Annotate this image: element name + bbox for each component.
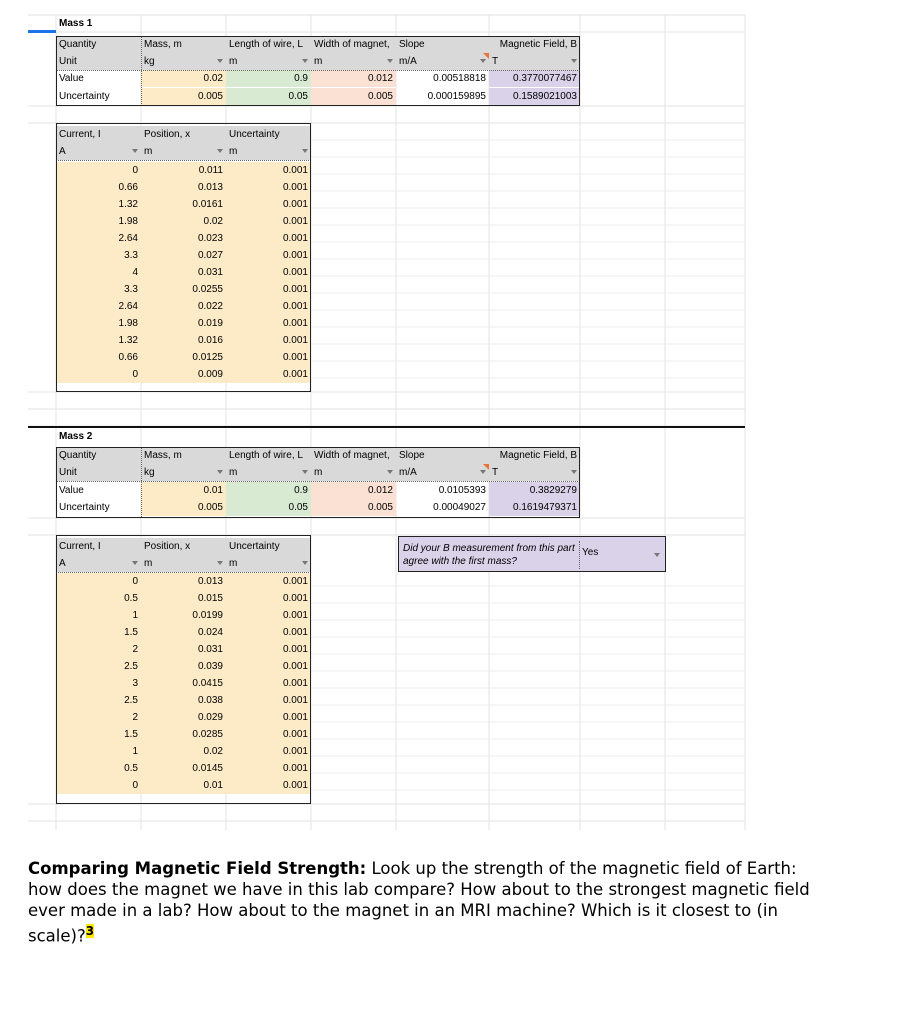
uncertainty-cell[interactable]: 0.001 bbox=[226, 281, 311, 298]
mass1-uncert-unit[interactable] bbox=[226, 143, 311, 160]
mass1-current-unit[interactable] bbox=[56, 143, 141, 160]
mass1-mass-header[interactable]: Mass, m bbox=[141, 36, 226, 53]
current-cell[interactable]: 0.66 bbox=[56, 349, 141, 366]
current-cell[interactable]: 0 bbox=[56, 366, 141, 383]
mass2-unit-label[interactable]: Unit bbox=[56, 464, 141, 481]
agreement-question-text: Did your B measurement from this part agree with the first mass? bbox=[403, 543, 575, 567]
mass2-length-header[interactable]: Length of wire, L bbox=[226, 447, 311, 464]
mass2-current-unit[interactable] bbox=[56, 555, 141, 572]
current-cell[interactable]: 0 bbox=[56, 162, 141, 179]
position-cell[interactable]: 0.0145 bbox=[141, 760, 226, 777]
mass2-current-unit-text: A bbox=[59, 558, 66, 569]
mass2-mass-uncertainty[interactable]: 0.005 bbox=[141, 499, 226, 516]
uncertainty-cell[interactable]: 0.001 bbox=[226, 590, 311, 607]
chevron-down-icon[interactable] bbox=[387, 59, 393, 63]
position-cell[interactable]: 0.0415 bbox=[141, 675, 226, 692]
mass1-width-unit-text: m bbox=[314, 56, 323, 67]
chevron-down-icon[interactable] bbox=[302, 149, 308, 153]
current-cell[interactable]: 3.3 bbox=[56, 281, 141, 298]
mass1-width-unit[interactable] bbox=[311, 53, 396, 70]
current-cell[interactable]: 1 bbox=[56, 607, 141, 624]
current-cell[interactable]: 1.5 bbox=[56, 726, 141, 743]
mass2-quantity-label[interactable]: Quantity bbox=[56, 447, 141, 464]
uncertainty-cell[interactable]: 0.001 bbox=[226, 573, 311, 590]
mass2-width-unit-text: m bbox=[314, 467, 323, 478]
uncertainty-cell[interactable]: 0.001 bbox=[226, 726, 311, 743]
mass1-length-header[interactable]: Length of wire, L bbox=[226, 36, 311, 53]
mass1-current-unit-text: A bbox=[59, 146, 66, 157]
chevron-down-icon[interactable] bbox=[302, 470, 308, 474]
current-cell[interactable]: 2.64 bbox=[56, 298, 141, 315]
prompt-paragraph bbox=[28, 858, 828, 947]
mass2-field-uncertainty[interactable]: 0.1619479371 bbox=[489, 499, 580, 516]
mass2-slope-unit[interactable] bbox=[396, 464, 489, 481]
mass2-mass-unit-text: kg bbox=[144, 467, 155, 478]
mass2-length-unit[interactable] bbox=[226, 464, 311, 481]
current-cell[interactable]: 0 bbox=[56, 777, 141, 794]
chevron-down-icon[interactable] bbox=[132, 561, 138, 565]
table-divider bbox=[56, 70, 580, 71]
mass1-length-uncertainty[interactable]: 0.05 bbox=[226, 88, 311, 105]
mass1-mass-unit[interactable] bbox=[141, 53, 226, 70]
position-cell[interactable]: 0.031 bbox=[141, 641, 226, 658]
uncertainty-cell[interactable]: 0.001 bbox=[226, 349, 311, 366]
uncertainty-cell[interactable]: 0.001 bbox=[226, 332, 311, 349]
position-cell[interactable]: 0.022 bbox=[141, 298, 226, 315]
current-cell[interactable]: 1 bbox=[56, 743, 141, 760]
prompt-heading: Comparing Magnetic Field Strength: bbox=[28, 859, 367, 878]
mass1-mass-uncertainty[interactable]: 0.005 bbox=[141, 88, 226, 105]
mass2-mass-value[interactable]: 0.01 bbox=[141, 482, 226, 499]
agreement-answer-value: Yes bbox=[582, 547, 599, 558]
current-cell[interactable]: 0.5 bbox=[56, 760, 141, 777]
table-divider bbox=[56, 160, 311, 161]
agreement-question bbox=[398, 536, 666, 572]
mass2-position-header[interactable]: Position, x bbox=[141, 538, 226, 555]
position-cell[interactable]: 0.023 bbox=[141, 230, 226, 247]
uncertainty-cell[interactable]: 0.001 bbox=[226, 675, 311, 692]
uncertainty-cell[interactable]: 0.001 bbox=[226, 607, 311, 624]
current-cell[interactable]: 1.32 bbox=[56, 332, 141, 349]
position-cell[interactable]: 0.0285 bbox=[141, 726, 226, 743]
position-cell[interactable]: 0.013 bbox=[141, 179, 226, 196]
mass2-field-header[interactable]: Magnetic Field, B bbox=[489, 447, 580, 464]
position-cell[interactable]: 0.013 bbox=[141, 573, 226, 590]
table-divider bbox=[56, 481, 580, 482]
position-cell[interactable]: 0.0161 bbox=[141, 196, 226, 213]
chevron-down-icon[interactable] bbox=[217, 149, 223, 153]
mass1-current-header[interactable]: Current, I bbox=[56, 126, 141, 143]
position-cell[interactable]: 0.02 bbox=[141, 743, 226, 760]
current-cell[interactable]: 2.5 bbox=[56, 692, 141, 709]
mass1-position-header[interactable]: Position, x bbox=[141, 126, 226, 143]
mass1-unit-label[interactable]: Unit bbox=[56, 53, 141, 70]
mass1-position-unit-text: m bbox=[144, 146, 153, 157]
position-cell[interactable]: 0.0199 bbox=[141, 607, 226, 624]
current-cell[interactable]: 2.5 bbox=[56, 658, 141, 675]
position-cell[interactable]: 0.031 bbox=[141, 264, 226, 281]
uncertainty-cell[interactable]: 0.001 bbox=[226, 264, 311, 281]
uncertainty-cell[interactable]: 0.001 bbox=[226, 247, 311, 264]
mass2-slope-header[interactable]: Slope bbox=[396, 447, 489, 464]
current-cell[interactable]: 1.5 bbox=[56, 624, 141, 641]
uncertainty-cell[interactable]: 0.001 bbox=[226, 179, 311, 196]
mass2-uncertainty-label[interactable]: Uncertainty bbox=[59, 502, 110, 513]
mass2-field-unit[interactable] bbox=[489, 464, 580, 481]
mass1-uncert-unit-text: m bbox=[229, 146, 238, 157]
mass2-mass-unit[interactable] bbox=[141, 464, 226, 481]
mass1-width-uncertainty[interactable]: 0.005 bbox=[311, 88, 396, 105]
current-cell[interactable]: 3 bbox=[56, 675, 141, 692]
position-cell[interactable]: 0.038 bbox=[141, 692, 226, 709]
mass2-current-header[interactable]: Current, I bbox=[56, 538, 141, 555]
agreement-answer-select[interactable] bbox=[582, 547, 598, 558]
position-cell[interactable]: 0.01 bbox=[141, 777, 226, 794]
position-cell[interactable]: 0.009 bbox=[141, 366, 226, 383]
mass2-position-unit[interactable] bbox=[141, 555, 226, 572]
chevron-down-icon[interactable] bbox=[571, 59, 577, 63]
position-cell[interactable]: 0.016 bbox=[141, 332, 226, 349]
current-cell[interactable]: 1.32 bbox=[56, 196, 141, 213]
mass2-length-unit-text: m bbox=[229, 467, 238, 478]
chevron-down-icon[interactable] bbox=[217, 561, 223, 565]
current-cell[interactable]: 2 bbox=[56, 641, 141, 658]
table-divider bbox=[141, 36, 142, 106]
current-cell[interactable]: 3.3 bbox=[56, 247, 141, 264]
mass1-slope-header[interactable]: Slope bbox=[396, 36, 489, 53]
mass2-mass-header[interactable]: Mass, m bbox=[141, 447, 226, 464]
mass1-width-header[interactable]: Width of magnet, bbox=[311, 36, 396, 53]
mass1-position-unit[interactable] bbox=[141, 143, 226, 160]
mass1-uncert-header[interactable]: Uncertainty bbox=[226, 126, 311, 143]
mass1-mass-value[interactable]: 0.02 bbox=[141, 70, 226, 87]
uncertainty-cell[interactable]: 0.001 bbox=[226, 658, 311, 675]
uncertainty-cell[interactable]: 0.001 bbox=[226, 692, 311, 709]
uncertainty-cell[interactable]: 0.001 bbox=[226, 213, 311, 230]
mass1-length-unit[interactable] bbox=[226, 53, 311, 70]
chevron-down-icon[interactable] bbox=[132, 149, 138, 153]
table-divider bbox=[579, 541, 580, 569]
mass1-slope-uncertainty[interactable]: 0.000159895 bbox=[427, 91, 486, 102]
mass2-uncert-unit-text: m bbox=[229, 558, 238, 569]
mass1-slope-unit[interactable] bbox=[396, 53, 489, 70]
mass1-length-unit-text: m bbox=[229, 56, 238, 67]
mass2-width-header[interactable]: Width of magnet, bbox=[311, 447, 396, 464]
mass1-field-value[interactable]: 0.3770077467 bbox=[489, 70, 580, 87]
mass2-field-value[interactable]: 0.3829279 bbox=[489, 482, 580, 499]
chevron-down-icon[interactable] bbox=[302, 561, 308, 565]
current-cell[interactable]: 0.66 bbox=[56, 179, 141, 196]
position-cell[interactable]: 0.024 bbox=[141, 624, 226, 641]
uncertainty-cell[interactable]: 0.001 bbox=[226, 230, 311, 247]
uncertainty-cell[interactable]: 0.001 bbox=[226, 196, 311, 213]
position-cell[interactable]: 0.02 bbox=[141, 213, 226, 230]
table-divider bbox=[141, 447, 142, 517]
mass1-value-label[interactable]: Value bbox=[59, 73, 84, 84]
mass2-uncert-header[interactable]: Uncertainty bbox=[226, 538, 311, 555]
position-cell[interactable]: 0.015 bbox=[141, 590, 226, 607]
uncertainty-cell[interactable]: 0.001 bbox=[226, 298, 311, 315]
position-cell[interactable]: 0.011 bbox=[141, 162, 226, 179]
mass1-length-value[interactable]: 0.9 bbox=[226, 70, 311, 87]
mass1-mass-unit-text: kg bbox=[144, 56, 155, 67]
uncertainty-cell[interactable]: 0.001 bbox=[226, 162, 311, 179]
chevron-down-icon[interactable] bbox=[387, 470, 393, 474]
uncertainty-cell[interactable]: 0.001 bbox=[226, 641, 311, 658]
mass2-field-unit-text: T bbox=[492, 467, 499, 478]
footnote-marker[interactable]: 3 bbox=[85, 924, 95, 938]
current-cell[interactable]: 1.98 bbox=[56, 213, 141, 230]
mass1-slope-unit-text: m/A bbox=[399, 56, 417, 67]
position-cell[interactable]: 0.0125 bbox=[141, 349, 226, 366]
uncertainty-cell[interactable]: 0.001 bbox=[226, 315, 311, 332]
mass2-slope-uncertainty[interactable]: 0.00049027 bbox=[433, 502, 486, 513]
mass1-quantity-label[interactable]: Quantity bbox=[56, 36, 141, 53]
position-cell[interactable]: 0.019 bbox=[141, 315, 226, 332]
prompt-body: Look up the strength of the magnetic field of Earth: how does the magnet we have in this lab compare? How about to the strongest magnetic field ever made in a lab? How about to the magnet in an MRI machine? Which is it closest to (in scale)? bbox=[28, 859, 810, 946]
mass2-uncert-unit[interactable] bbox=[226, 555, 311, 572]
current-cell[interactable]: 1.98 bbox=[56, 315, 141, 332]
mass2-length-uncertainty[interactable]: 0.05 bbox=[226, 499, 311, 516]
mass1-field-header[interactable]: Magnetic Field, B bbox=[489, 36, 580, 53]
mass1-field-uncertainty[interactable]: 0.1589021003 bbox=[489, 88, 580, 105]
uncertainty-cell[interactable]: 0.001 bbox=[226, 624, 311, 641]
mass1-slope-value[interactable]: 0.00518818 bbox=[433, 73, 486, 84]
mass1-field-unit-text: T bbox=[492, 56, 499, 67]
position-cell[interactable]: 0.029 bbox=[141, 709, 226, 726]
chevron-down-icon[interactable] bbox=[480, 470, 486, 474]
current-cell[interactable]: 2 bbox=[56, 709, 141, 726]
chevron-down-icon[interactable] bbox=[302, 59, 308, 63]
mass2-width-value[interactable]: 0.012 bbox=[311, 482, 396, 499]
current-cell[interactable]: 4 bbox=[56, 264, 141, 281]
uncertainty-cell[interactable]: 0.001 bbox=[226, 760, 311, 777]
chevron-down-icon[interactable] bbox=[654, 553, 660, 557]
uncertainty-cell[interactable]: 0.001 bbox=[226, 709, 311, 726]
chevron-down-icon[interactable] bbox=[217, 59, 223, 63]
mass1-title: Mass 1 bbox=[59, 18, 93, 29]
mass2-value-label[interactable]: Value bbox=[59, 485, 84, 496]
mass2-width-uncertainty[interactable]: 0.005 bbox=[311, 499, 396, 516]
mass2-slope-unit-text: m/A bbox=[399, 467, 417, 478]
mass1-uncertainty-label[interactable]: Uncertainty bbox=[59, 91, 110, 102]
mass2-length-value[interactable]: 0.9 bbox=[226, 482, 311, 499]
mass2-width-unit[interactable] bbox=[311, 464, 396, 481]
current-cell[interactable]: 0 bbox=[56, 573, 141, 590]
position-cell[interactable]: 0.0255 bbox=[141, 281, 226, 298]
uncertainty-cell[interactable]: 0.001 bbox=[226, 777, 311, 794]
mass2-slope-value[interactable]: 0.0105393 bbox=[438, 485, 486, 496]
chevron-down-icon[interactable] bbox=[217, 470, 223, 474]
uncertainty-cell[interactable]: 0.001 bbox=[226, 366, 311, 383]
mass1-field-unit[interactable] bbox=[489, 53, 580, 70]
mass2-title: Mass 2 bbox=[59, 431, 93, 442]
uncertainty-cell[interactable]: 0.001 bbox=[226, 743, 311, 760]
chevron-down-icon[interactable] bbox=[571, 470, 577, 474]
current-cell[interactable]: 2.64 bbox=[56, 230, 141, 247]
current-cell[interactable]: 0.5 bbox=[56, 590, 141, 607]
mass2-position-unit-text: m bbox=[144, 558, 153, 569]
position-cell[interactable]: 0.039 bbox=[141, 658, 226, 675]
position-cell[interactable]: 0.027 bbox=[141, 247, 226, 264]
chevron-down-icon[interactable] bbox=[480, 59, 486, 63]
mass1-width-value[interactable]: 0.012 bbox=[311, 70, 396, 87]
